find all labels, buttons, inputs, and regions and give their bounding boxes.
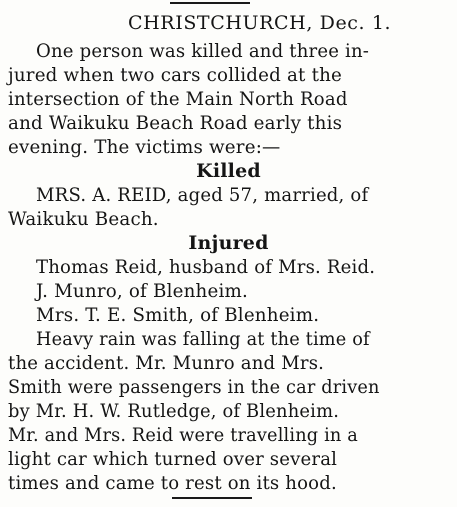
closing-line: the accident. Mr. Munro and Mrs. — [8, 352, 325, 374]
intro-line: One person was killed and three in- — [36, 40, 370, 62]
intro-line: evening. The victims were:— — [8, 136, 281, 158]
injured-heading: Injured — [188, 232, 269, 254]
injured-line: J. Munro, of Blenheim. — [36, 280, 248, 302]
injured-line: Mrs. T. E. Smith, of Blenheim. — [36, 304, 320, 326]
top-divider-rule — [170, 2, 250, 4]
killed-line: MRS. A. REID, aged 57, married, of — [36, 184, 369, 206]
closing-line: light car which turned over several — [8, 448, 338, 470]
closing-line: Smith were passengers in the car driven — [8, 376, 380, 398]
closing-line: Heavy rain was falling at the time of — [36, 328, 370, 350]
closing-line: times and came to rest on its hood. — [8, 472, 337, 494]
closing-line: Mr. and Mrs. Reid were travelling in a — [8, 424, 358, 446]
killed-heading: Killed — [196, 160, 261, 182]
intro-line: and Waikuku Beach Road early this — [8, 112, 343, 134]
intro-line: intersection of the Main North Road — [8, 88, 348, 110]
killed-line: Waikuku Beach. — [8, 208, 159, 230]
injured-line: Thomas Reid, husband of Mrs. Reid. — [36, 256, 376, 278]
bottom-divider-rule — [172, 497, 252, 499]
closing-line: by Mr. H. W. Rutledge, of Blenheim. — [8, 400, 340, 422]
intro-line: jured when two cars collided at the — [8, 64, 343, 86]
dateline: CHRISTCHURCH, Dec. 1. — [128, 12, 392, 34]
